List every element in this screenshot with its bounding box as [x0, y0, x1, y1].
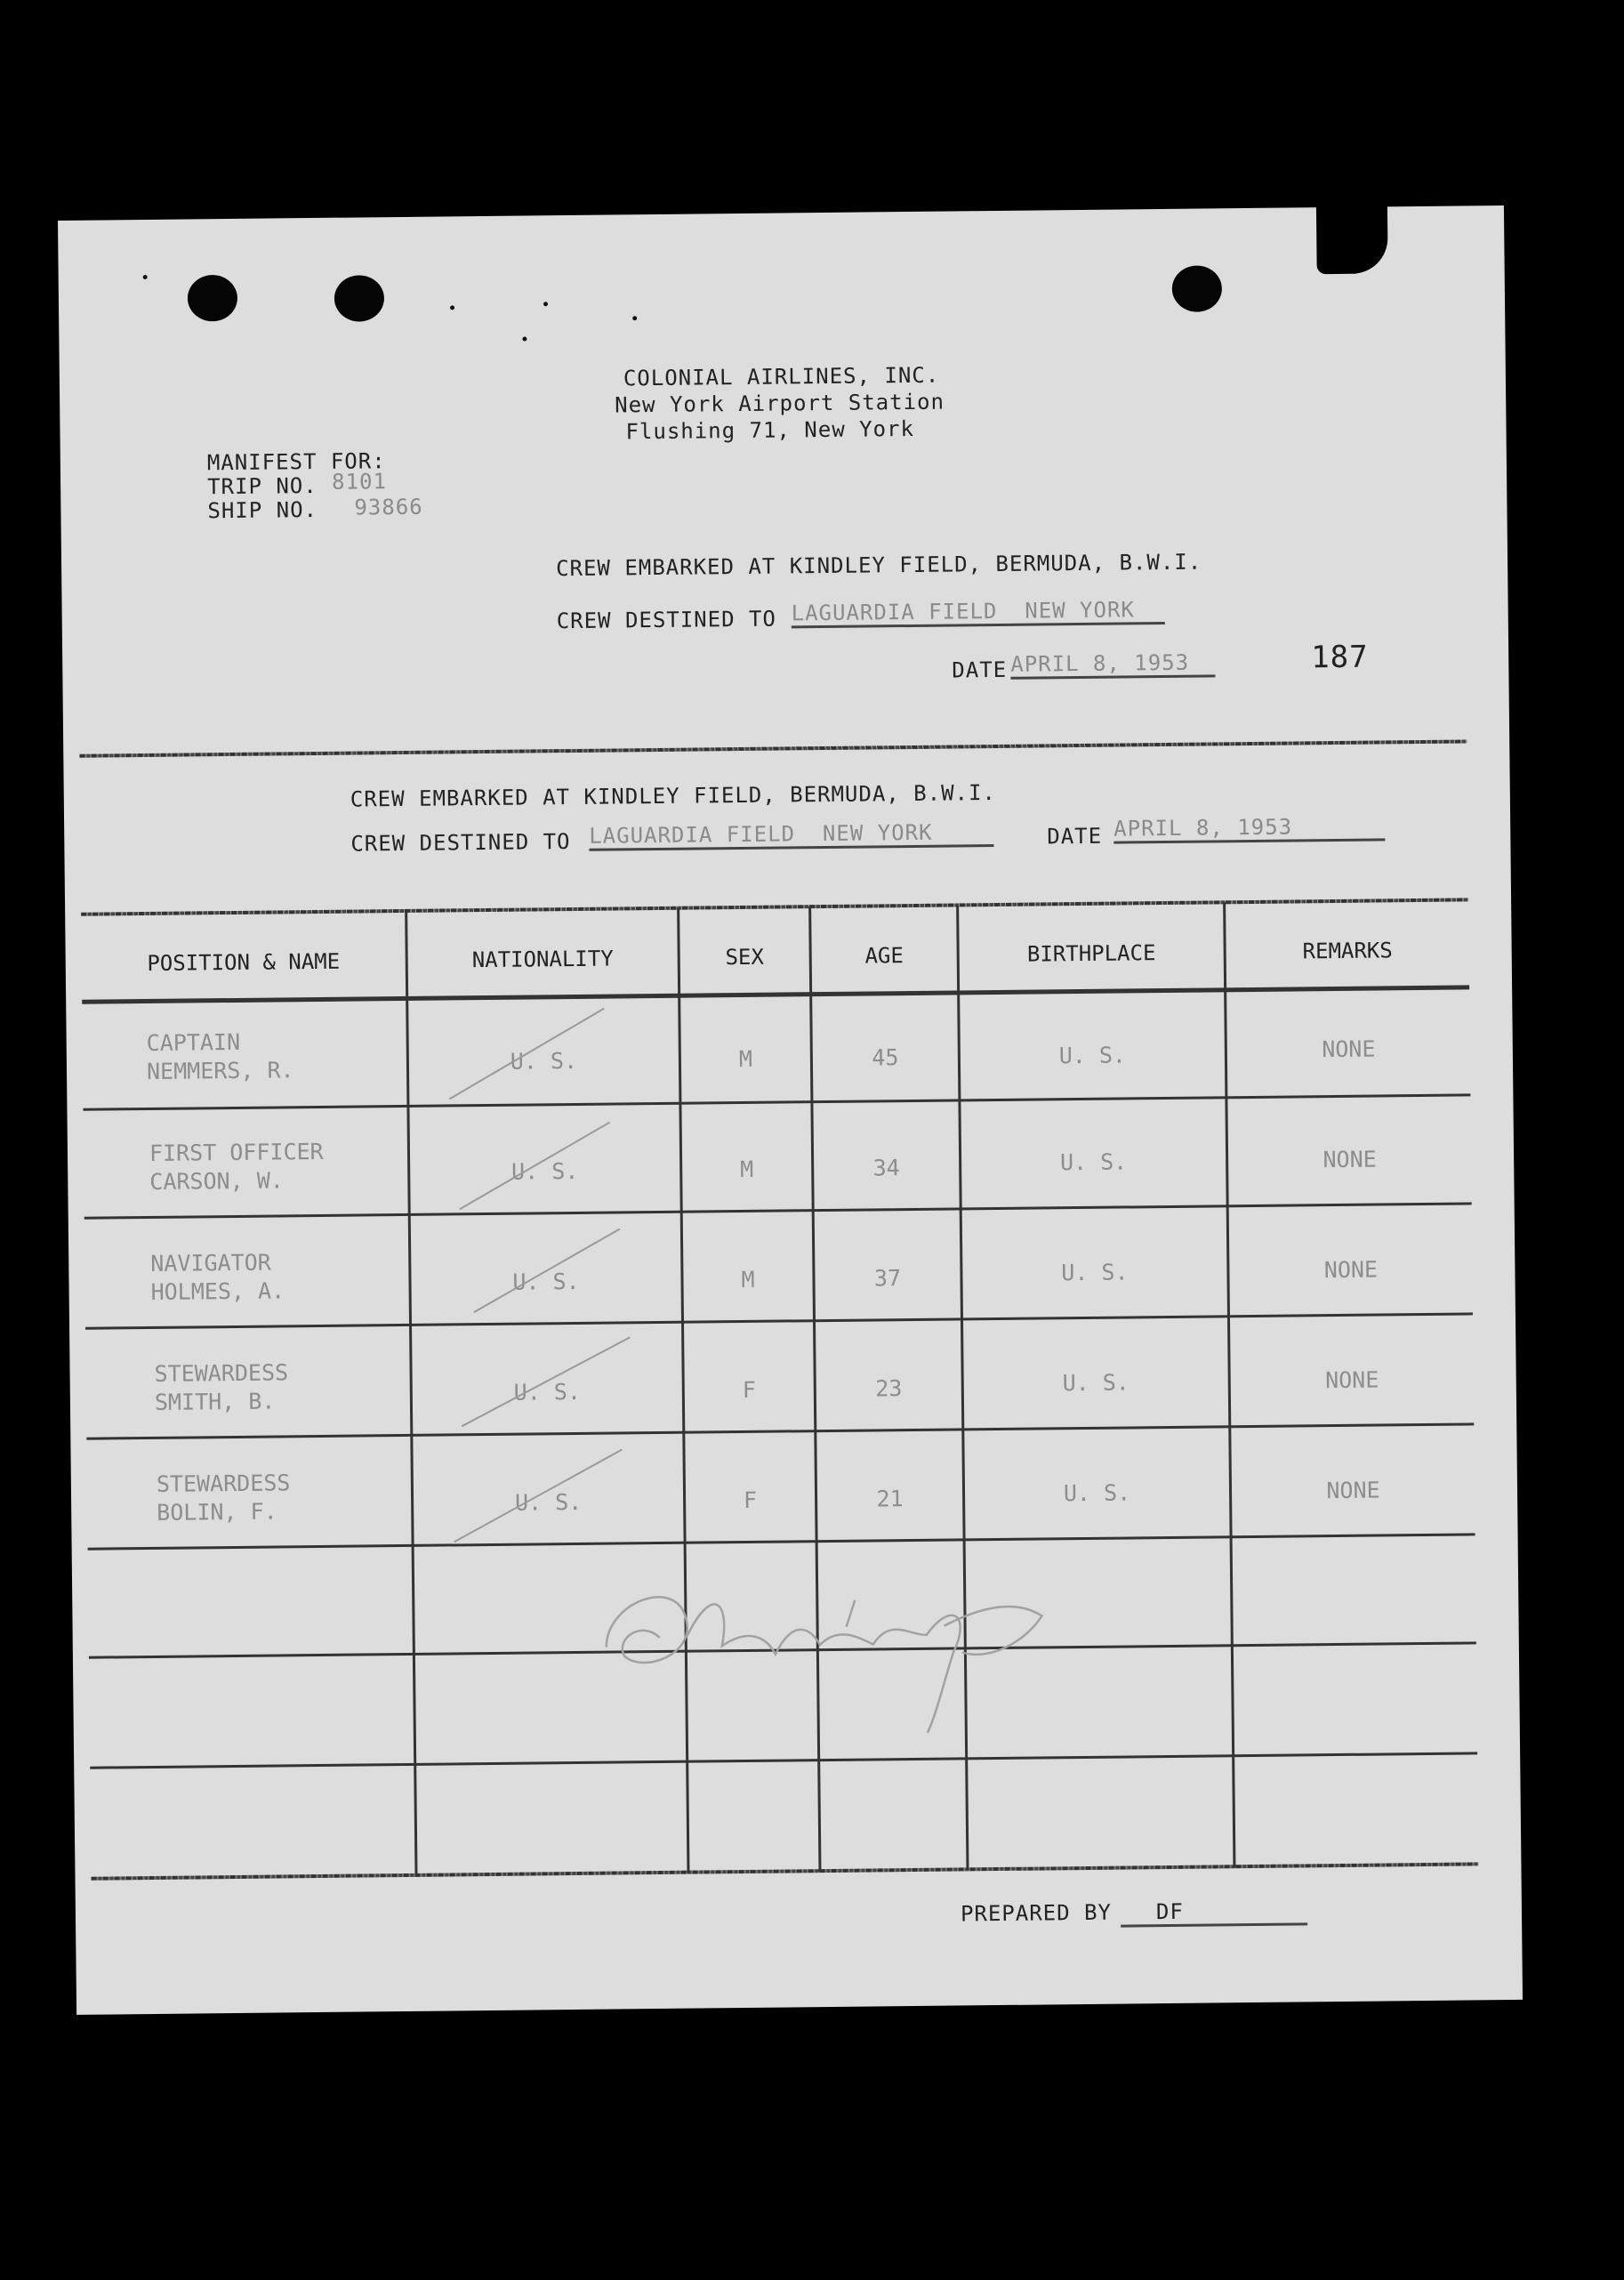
lower-date-label: DATE	[1047, 823, 1103, 850]
lower-destined-value: LAGUARDIA FIELD NEW YORK	[589, 819, 993, 851]
top-destined-label: CREW DESTINED TO	[556, 606, 777, 634]
trip-label: TRIP NO.	[206, 472, 318, 500]
row5-nationality: U. S.	[514, 1488, 583, 1516]
trip-number: 8101	[331, 469, 388, 495]
row1-position: CAPTAIN	[146, 1028, 241, 1057]
row2-position: FIRST OFFICER	[149, 1138, 324, 1166]
ship-label: SHIP NO.	[207, 496, 318, 524]
row1-name: NEMMERS, R.	[146, 1057, 294, 1085]
row2-name: CARSON, W.	[149, 1167, 284, 1195]
row4-sex: F	[742, 1376, 756, 1404]
row2-age: 34	[872, 1155, 900, 1181]
top-embarked-text: CREW EMBARKED AT KINDLEY FIELD, BERMUDA, B.W.I.	[555, 549, 1202, 582]
row3-sex: M	[741, 1266, 755, 1293]
row1-remarks: NONE	[1322, 1035, 1376, 1063]
lower-embarked-text: CREW EMBARKED AT KINDLEY FIELD, BERMUDA, B.W.I.	[350, 779, 997, 812]
lower-destined-label: CREW DESTINED TO	[350, 829, 571, 857]
signature	[606, 1593, 1043, 1736]
row1-age: 45	[872, 1044, 899, 1071]
row4-nationality: U. S.	[513, 1378, 582, 1406]
company-name: COLONIAL AIRLINES, INC.	[623, 362, 940, 391]
row5-age: 21	[876, 1486, 904, 1512]
manifest-for-label: MANIFEST FOR:	[206, 448, 386, 476]
row2-birthplace: U. S.	[1059, 1148, 1128, 1176]
row2-nationality: U. S.	[511, 1157, 579, 1185]
page-number: 187	[1311, 639, 1369, 676]
row1-sex: M	[738, 1045, 753, 1073]
row3-nationality: U. S.	[512, 1268, 580, 1295]
header-nationality: NATIONALITY	[471, 946, 614, 973]
prepared-by-label: PREPARED BY	[960, 1899, 1113, 1927]
row5-position: STEWARDESS	[156, 1470, 291, 1497]
row5-remarks: NONE	[1326, 1477, 1380, 1504]
lower-date-value: APRIL 8, 1953	[1113, 813, 1385, 843]
row3-remarks: NONE	[1323, 1256, 1379, 1284]
header-position-name: POSITION & NAME	[147, 948, 341, 976]
row5-birthplace: U. S.	[1063, 1479, 1131, 1507]
row4-position: STEWARDESS	[154, 1359, 289, 1387]
row2-sex: M	[740, 1156, 754, 1183]
row4-remarks: NONE	[1324, 1366, 1379, 1394]
row1-nationality: U. S.	[510, 1047, 578, 1075]
company-address: Flushing 71, New York	[625, 415, 915, 445]
row5-sex: F	[743, 1486, 758, 1514]
header-age: AGE	[864, 943, 904, 969]
prepared-by-value: DF	[1121, 1897, 1307, 1927]
row4-name: SMITH, B.	[154, 1388, 276, 1415]
row2-remarks: NONE	[1323, 1146, 1377, 1173]
row1-birthplace: U. S.	[1058, 1042, 1127, 1069]
header-sex: SEX	[725, 944, 765, 971]
manifest-page	[58, 205, 1523, 2015]
pencil-marks	[58, 205, 1523, 2015]
top-date-label: DATE	[952, 657, 1008, 683]
header-birthplace: BIRTHPLACE	[1026, 940, 1156, 967]
top-destined-value: LAGUARDIA FIELD NEW YORK	[792, 597, 1165, 628]
row4-birthplace: U. S.	[1062, 1369, 1130, 1397]
row3-birthplace: U. S.	[1061, 1259, 1129, 1286]
company-station: New York Airport Station	[615, 389, 945, 418]
row3-position: NAVIGATOR	[150, 1249, 271, 1277]
row3-age: 37	[873, 1265, 902, 1292]
row5-name: BOLIN, F.	[157, 1498, 277, 1526]
top-date-value: APRIL 8, 1953	[1010, 649, 1215, 679]
row3-name: HOLMES, A.	[150, 1277, 285, 1305]
row4-age: 23	[875, 1375, 903, 1402]
ship-number: 93866	[354, 494, 423, 520]
header-remarks: REMARKS	[1302, 938, 1393, 964]
